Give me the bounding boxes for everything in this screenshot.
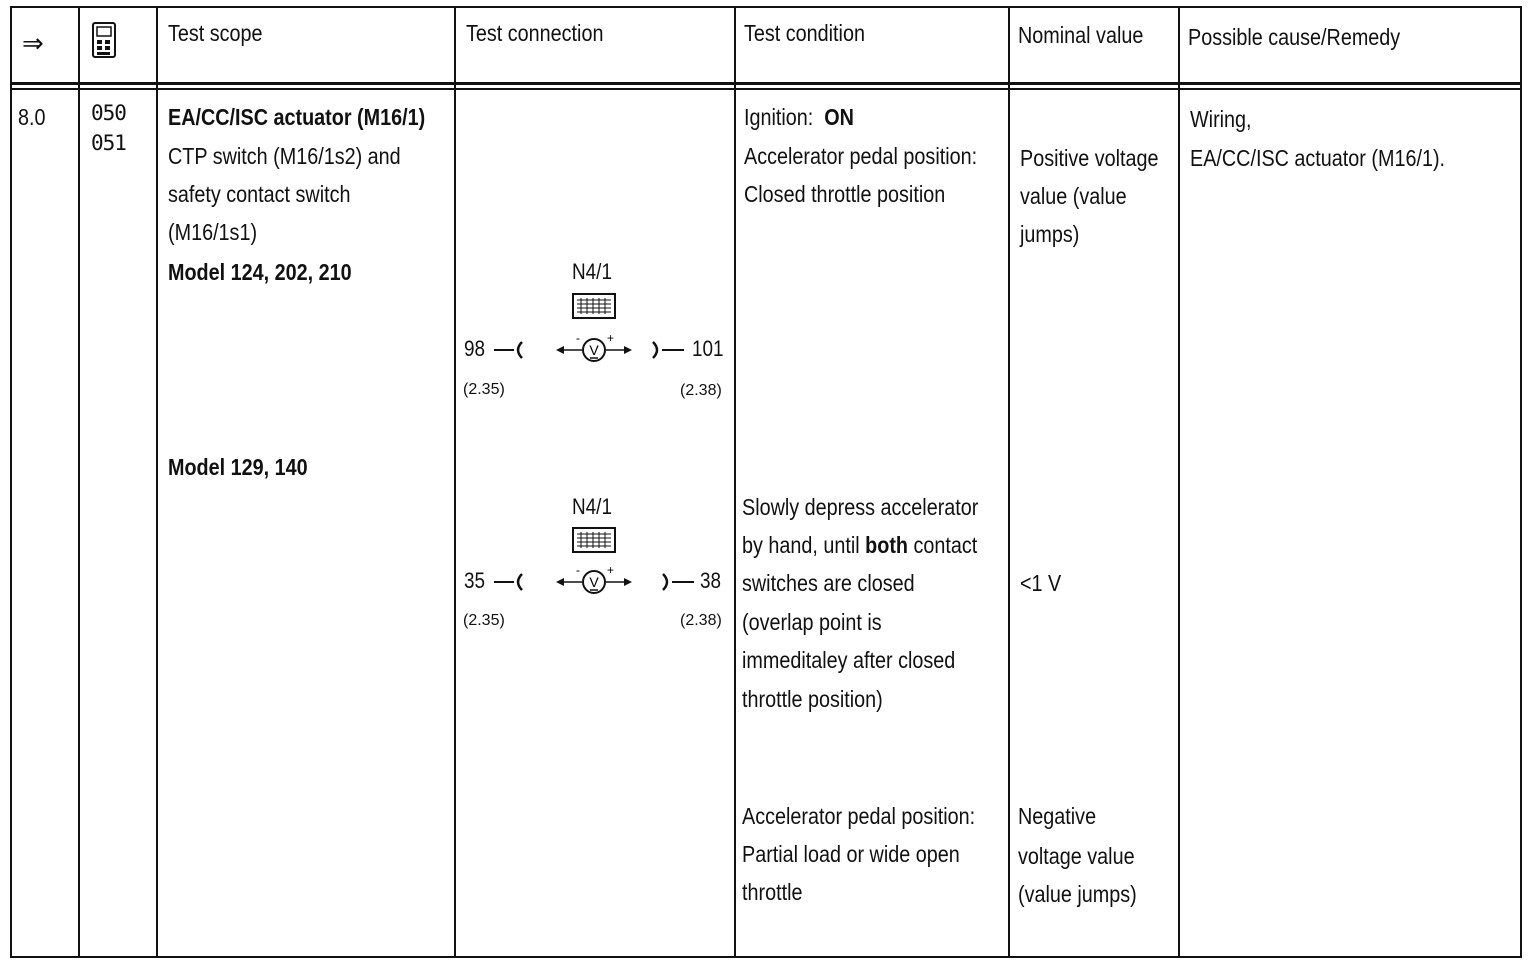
connection-diagram-b <box>456 490 734 640</box>
scope-line: safety contact switch <box>168 181 351 207</box>
control-module-icon <box>571 292 617 322</box>
left-ref: (2.35) <box>463 612 505 629</box>
svg-text:-: - <box>576 563 580 577</box>
step-number: 8.0 <box>18 104 46 130</box>
scope-line: CTP switch (M16/1s2) and <box>168 143 401 169</box>
condition-line: Slowly depress accelerator <box>742 494 979 520</box>
column-divider <box>78 6 80 958</box>
meter-symbol: V <box>589 574 599 590</box>
column-divider <box>1178 6 1180 958</box>
left-ref: (2.35) <box>463 381 505 398</box>
condition-line: Accelerator pedal position: <box>742 803 976 829</box>
right-ref: (2.38) <box>680 382 722 399</box>
nominal-value-b: <1 V <box>1020 570 1062 596</box>
left-pin: 98 <box>464 336 486 361</box>
condition-line: (overlap point is <box>742 609 882 635</box>
header-test-connection: Test connection <box>466 20 604 46</box>
header-divider <box>10 82 1522 85</box>
fault-code: 051 <box>91 131 126 155</box>
svg-text:+: + <box>607 331 615 345</box>
nominal-line: voltage value <box>1018 843 1135 869</box>
condition-line: throttle <box>742 879 803 905</box>
svg-text:-: - <box>576 331 580 345</box>
meter-symbol: V <box>589 342 599 358</box>
voltmeter-icon <box>554 562 634 598</box>
right-ref: (2.38) <box>680 612 722 629</box>
svg-text:+: + <box>607 563 615 577</box>
left-pin: 35 <box>464 568 486 593</box>
condition-text: by hand, until <box>742 532 866 558</box>
condition-line <box>742 526 977 565</box>
remedy-line: Wiring, <box>1190 106 1252 132</box>
remedy-line: EA/CC/ISC actuator (M16/1). <box>1190 145 1446 171</box>
socket-right-icon <box>650 339 686 361</box>
tester-icon <box>91 22 117 58</box>
header-test-scope: Test scope <box>168 20 263 46</box>
condition-text: contact <box>908 532 978 558</box>
scope-model-b: Model 129, 140 <box>168 454 308 480</box>
scope-model-a: Model 124, 202, 210 <box>168 259 352 285</box>
condition-line: Partial load or wide open <box>742 841 960 867</box>
socket-left-icon <box>492 339 526 361</box>
scope-title: EA/CC/ISC actuator (M16/1) <box>168 104 426 130</box>
header-divider <box>10 88 1522 90</box>
header-test-condition: Test condition <box>744 20 865 46</box>
condition-line: immeditaley after closed <box>742 647 956 673</box>
column-divider <box>1008 6 1010 958</box>
condition-emphasis: both <box>865 532 909 558</box>
fault-codes <box>91 98 126 158</box>
arrow-icon: ⇒ <box>22 28 44 58</box>
scope-line: (M16/1s1) <box>168 219 258 245</box>
fault-code: 050 <box>91 101 126 125</box>
header-cause-remedy: Possible cause/Remedy <box>1188 24 1401 50</box>
module-label: N4/1 <box>572 259 612 284</box>
condition-line: Closed throttle position <box>744 181 946 207</box>
control-module-icon <box>571 526 617 556</box>
module-label: N4/1 <box>572 494 612 519</box>
right-pin: 101 <box>692 336 724 361</box>
voltmeter-icon <box>554 330 634 366</box>
condition-line: throttle position) <box>742 686 883 712</box>
column-divider <box>734 6 736 958</box>
condition-ignition <box>744 98 854 137</box>
socket-left-icon <box>492 571 526 593</box>
connection-diagram-a <box>456 255 734 405</box>
column-divider <box>156 6 158 958</box>
ignition-label: Ignition: <box>744 104 814 130</box>
column-divider <box>454 6 456 958</box>
nominal-line: (value jumps) <box>1018 881 1137 907</box>
header-nominal-value: Nominal value <box>1018 22 1144 48</box>
nominal-line: value (value <box>1020 183 1127 209</box>
nominal-line: Negative <box>1018 803 1097 829</box>
condition-line: switches are closed <box>742 570 915 596</box>
nominal-line: jumps) <box>1020 221 1080 247</box>
condition-line: Accelerator pedal position: <box>744 143 978 169</box>
nominal-line: Positive voltage <box>1020 145 1159 171</box>
ignition-value: ON <box>824 104 854 130</box>
socket-right-icon <box>660 571 696 593</box>
right-pin: 38 <box>700 568 722 593</box>
